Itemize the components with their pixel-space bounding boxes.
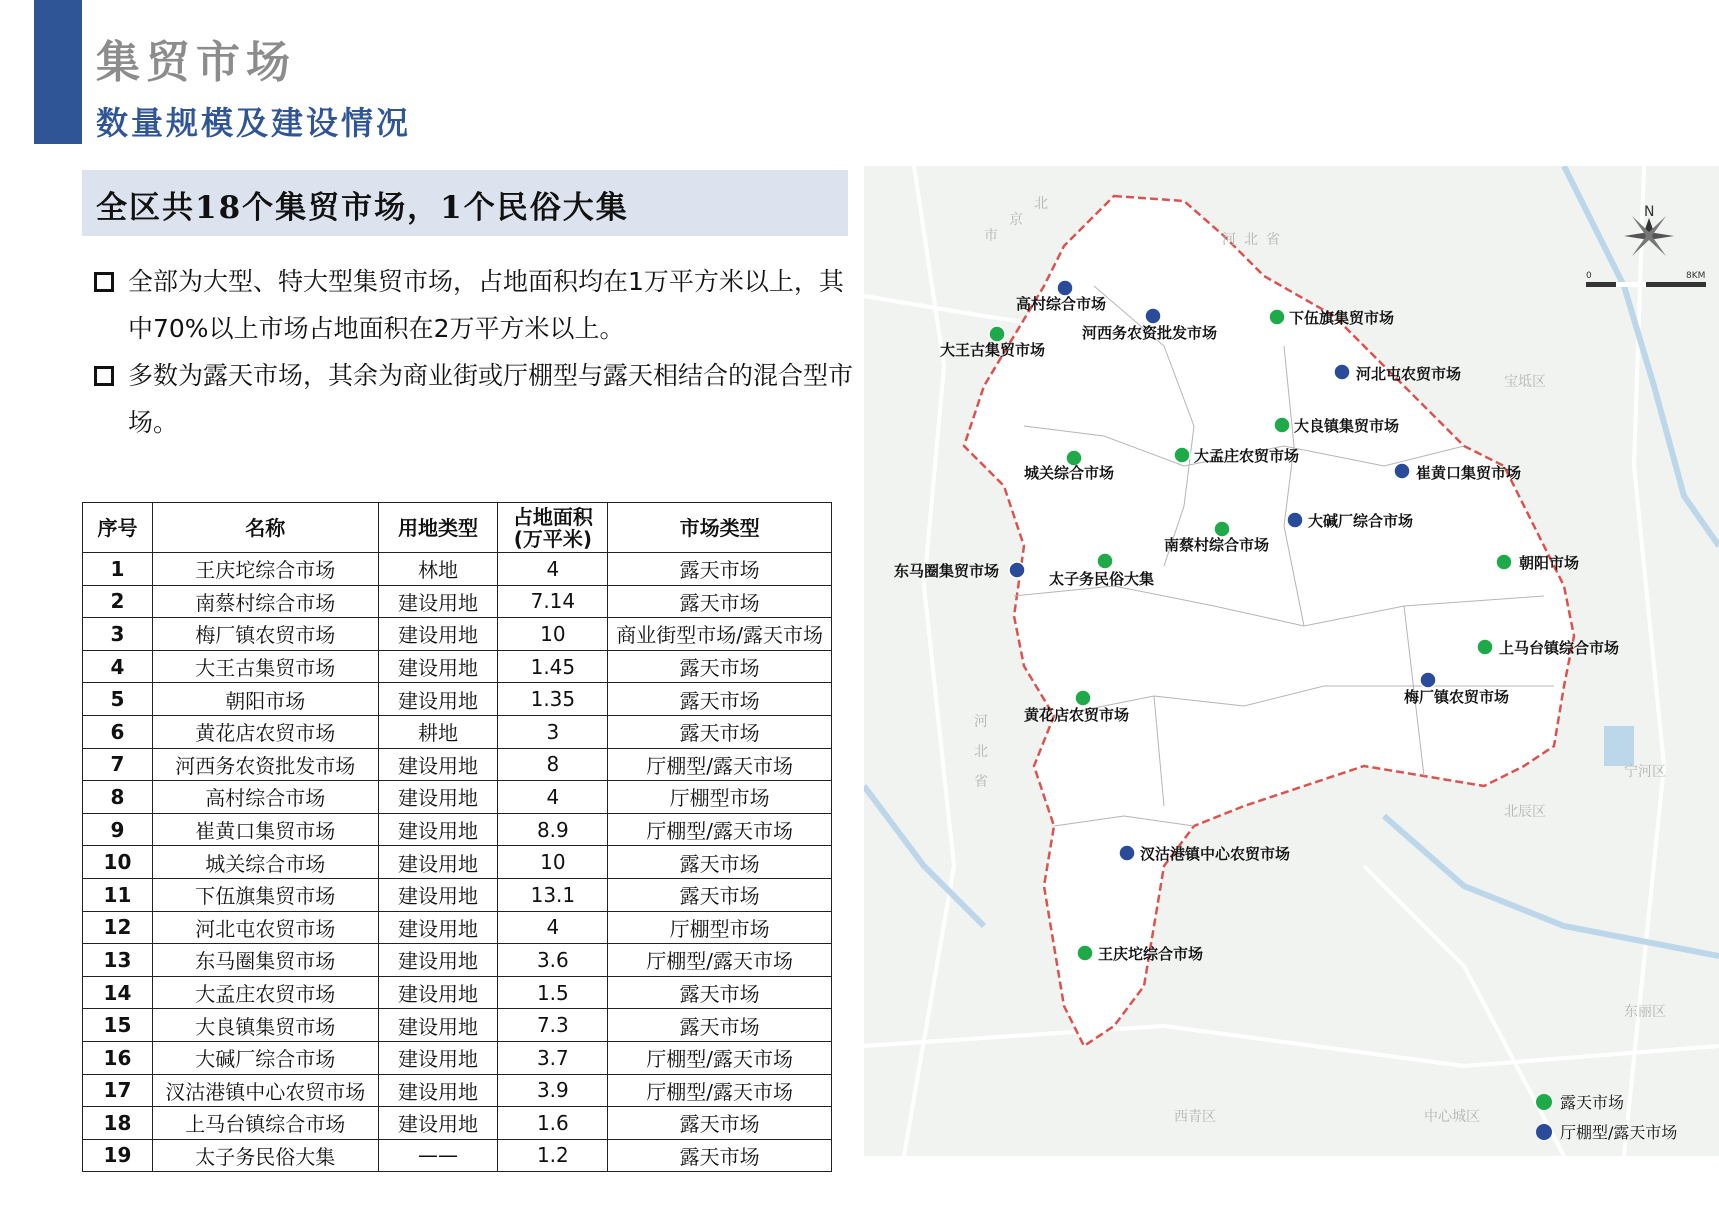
square-bullet-icon (94, 272, 114, 292)
table-row (83, 846, 832, 879)
cell-land-type: 建设用地 (378, 1074, 498, 1107)
region-label: 北 (1034, 196, 1048, 212)
cell-name: 城关综合市场 (152, 846, 378, 879)
cell-land-type: 建设用地 (378, 683, 498, 716)
cell-name: 大王古集贸市场 (152, 650, 378, 683)
market-label: 上马台镇综合市场 (1499, 639, 1620, 657)
cell-market-type: 露天市场 (608, 1139, 832, 1172)
region-label: 北 (974, 744, 988, 760)
header-index: 序号 (83, 503, 153, 553)
district-map (864, 166, 1719, 1156)
cell-market-type: 露天市场 (608, 846, 832, 879)
region-label: 省 (1266, 232, 1280, 248)
cell-index: 16 (83, 1041, 153, 1074)
cell-area: 4 (498, 781, 608, 814)
cell-index: 7 (83, 748, 153, 781)
cell-name: 王庆坨综合市场 (152, 553, 378, 586)
cell-market-type: 露天市场 (608, 585, 832, 618)
cell-index: 11 (83, 878, 153, 911)
cell-index: 12 (83, 911, 153, 944)
market-marker (1075, 690, 1091, 706)
cell-land-type: 建设用地 (378, 748, 498, 781)
cell-area: 3.6 (498, 944, 608, 977)
cell-index: 10 (83, 846, 153, 879)
cell-index: 4 (83, 650, 153, 683)
cell-index: 18 (83, 1107, 153, 1140)
cell-land-type: 建设用地 (378, 976, 498, 1009)
cell-area: 3.7 (498, 1041, 608, 1074)
cell-name: 朝阳市场 (152, 683, 378, 716)
cell-land-type: 建设用地 (378, 1041, 498, 1074)
cell-market-type: 露天市场 (608, 1107, 832, 1140)
cell-name: 梅厂镇农贸市场 (152, 618, 378, 651)
market-label: 王庆坨综合市场 (1098, 945, 1204, 963)
table-row (83, 1107, 832, 1140)
map-lake (1604, 726, 1634, 766)
market-marker (1477, 639, 1493, 655)
cell-area: 8 (498, 748, 608, 781)
cell-name: 大良镇集贸市场 (152, 1009, 378, 1042)
cell-market-type: 露天市场 (608, 878, 832, 911)
cell-market-type: 厅棚型市场 (608, 781, 832, 814)
cell-name: 黄花店农贸市场 (152, 715, 378, 748)
cell-index: 8 (83, 781, 153, 814)
market-label: 崔黄口集贸市场 (1416, 464, 1522, 482)
bullet-list (94, 258, 854, 446)
market-label: 大良镇集贸市场 (1294, 417, 1400, 435)
bullet-item (94, 352, 854, 446)
table-row (83, 618, 832, 651)
region-label: 宝坻区 (1504, 374, 1546, 390)
region-label: 东丽区 (1624, 1004, 1666, 1020)
market-label: 东马圈集贸市场 (894, 562, 1000, 580)
market-label: 大碱厂综合市场 (1308, 512, 1414, 530)
market-label: 黄花店农贸市场 (1024, 706, 1130, 724)
cell-market-type: 露天市场 (608, 715, 832, 748)
table-row (83, 781, 832, 814)
cell-index: 17 (83, 1074, 153, 1107)
cell-area: 1.6 (498, 1107, 608, 1140)
market-marker (1496, 554, 1512, 570)
cell-name: 上马台镇综合市场 (152, 1107, 378, 1140)
cell-area: 1.5 (498, 976, 608, 1009)
market-marker (1287, 512, 1303, 528)
cell-market-type: 厅棚型/露天市场 (608, 748, 832, 781)
cell-market-type: 露天市场 (608, 683, 832, 716)
market-label: 太子务民俗大集 (1049, 570, 1155, 588)
cell-land-type: 建设用地 (378, 911, 498, 944)
market-marker (1334, 364, 1350, 380)
table-row (83, 715, 832, 748)
cell-area: 13.1 (498, 878, 608, 911)
cell-area: 10 (498, 618, 608, 651)
compass-label: N (1644, 204, 1655, 220)
cell-name: 汊沽港镇中心农贸市场 (152, 1074, 378, 1107)
cell-area: 4 (498, 911, 608, 944)
cell-name: 高村综合市场 (152, 781, 378, 814)
accent-bar (34, 0, 82, 144)
market-label: 大孟庄农贸市场 (1194, 447, 1300, 465)
market-label: 河北屯农贸市场 (1356, 365, 1462, 383)
region-label: 宁河区 (1624, 764, 1666, 780)
cell-name: 河西务农资批发市场 (152, 748, 378, 781)
market-label: 大王古集贸市场 (940, 341, 1046, 359)
cell-market-type: 厅棚型/露天市场 (608, 1074, 832, 1107)
cell-land-type: 建设用地 (378, 781, 498, 814)
region-label: 京 (1009, 212, 1023, 228)
market-label: 下伍旗集贸市场 (1289, 309, 1395, 327)
page-subtitle: 数量规模及建设情况 (96, 104, 412, 142)
cell-index: 15 (83, 1009, 153, 1042)
cell-land-type: 建设用地 (378, 585, 498, 618)
market-label: 梅厂镇农贸市场 (1404, 688, 1510, 706)
cell-land-type: 建设用地 (378, 944, 498, 977)
market-label: 南蔡村综合市场 (1164, 536, 1270, 554)
market-marker (1274, 417, 1290, 433)
cell-name: 太子务民俗大集 (152, 1139, 378, 1172)
market-marker (1077, 945, 1093, 961)
page-title: 集贸市场 (96, 37, 296, 88)
legend-shed-dot (1536, 1124, 1552, 1140)
cell-area: 1.35 (498, 683, 608, 716)
market-label: 汊沽港镇中心农贸市场 (1140, 845, 1291, 863)
table-row (83, 878, 832, 911)
cell-area: 1.45 (498, 650, 608, 683)
square-bullet-icon (94, 366, 114, 386)
svg-text:0: 0 (1586, 271, 1592, 281)
market-marker (1097, 553, 1113, 569)
cell-market-type: 厅棚型/露天市场 (608, 1041, 832, 1074)
cell-area: 4 (498, 553, 608, 586)
cell-index: 19 (83, 1139, 153, 1172)
region-label: 河 (974, 714, 988, 730)
market-marker (1057, 280, 1073, 296)
cell-index: 5 (83, 683, 153, 716)
cell-land-type: 建设用地 (378, 650, 498, 683)
cell-market-type: 露天市场 (608, 976, 832, 1009)
header-market-type: 市场类型 (608, 503, 832, 553)
header-name: 名称 (152, 503, 378, 553)
cell-name: 南蔡村综合市场 (152, 585, 378, 618)
cell-land-type: 建设用地 (378, 618, 498, 651)
cell-area: 3 (498, 715, 608, 748)
market-table (82, 502, 832, 1172)
market-marker (1269, 309, 1285, 325)
table-row (83, 650, 832, 683)
map-svg (864, 166, 1719, 1156)
table-row (83, 1139, 832, 1172)
cell-area: 8.9 (498, 813, 608, 846)
table-row (83, 1074, 832, 1107)
table-row (83, 911, 832, 944)
market-marker (1145, 308, 1161, 324)
summary-headline: 全区共18个集贸市场，1个民俗大集 (96, 190, 629, 226)
market-marker (1394, 463, 1410, 479)
table-row (83, 813, 832, 846)
cell-land-type: 建设用地 (378, 878, 498, 911)
market-marker (1420, 672, 1436, 688)
cell-area: 3.9 (498, 1074, 608, 1107)
legend-label: 厅棚型/露天市场 (1560, 1123, 1678, 1142)
cell-area: 7.14 (498, 585, 608, 618)
table-row (83, 683, 832, 716)
svg-text:8KM: 8KM (1686, 271, 1706, 281)
cell-land-type: 建设用地 (378, 1107, 498, 1140)
cell-name: 大孟庄农贸市场 (152, 976, 378, 1009)
region-label: 北辰区 (1504, 804, 1546, 820)
cell-name: 河北屯农贸市场 (152, 911, 378, 944)
legend-label: 露天市场 (1560, 1093, 1625, 1112)
cell-market-type: 露天市场 (608, 650, 832, 683)
cell-market-type: 厅棚型/露天市场 (608, 944, 832, 977)
region-label: 市 (984, 228, 998, 244)
cell-name: 东马圈集贸市场 (152, 944, 378, 977)
region-label: 西青区 (1174, 1109, 1216, 1125)
table-row (83, 944, 832, 977)
legend-open-dot (1536, 1094, 1552, 1110)
cell-index: 2 (83, 585, 153, 618)
cell-market-type: 商业街型市场/露天市场 (608, 618, 832, 651)
cell-land-type: 耕地 (378, 715, 498, 748)
header-land-type: 用地类型 (378, 503, 498, 553)
cell-area: 7.3 (498, 1009, 608, 1042)
region-label: 北 (1244, 232, 1258, 248)
table-row (83, 585, 832, 618)
cell-land-type: 林地 (378, 553, 498, 586)
table-body (83, 553, 832, 1172)
cell-land-type: 建设用地 (378, 846, 498, 879)
summary-box (82, 170, 848, 236)
cell-land-type: 建设用地 (378, 1009, 498, 1042)
bullet-item (94, 258, 854, 352)
market-marker (989, 326, 1005, 342)
cell-index: 3 (83, 618, 153, 651)
cell-market-type: 厅棚型/露天市场 (608, 813, 832, 846)
market-label: 高村综合市场 (1016, 295, 1107, 313)
market-marker (1174, 447, 1190, 463)
region-label: 中心城区 (1424, 1109, 1480, 1125)
cell-area: 10 (498, 846, 608, 879)
cell-index: 13 (83, 944, 153, 977)
table-row (83, 553, 832, 586)
cell-market-type: 露天市场 (608, 553, 832, 586)
table-row (83, 976, 832, 1009)
market-marker (1009, 562, 1025, 578)
market-marker (1119, 845, 1135, 861)
cell-market-type: 露天市场 (608, 1009, 832, 1042)
cell-index: 9 (83, 813, 153, 846)
bullet-text: 多数为露天市场，其余为商业街或厅棚型与露天相结合的混合型市场。 (128, 361, 854, 437)
cell-land-type: —— (378, 1139, 498, 1172)
bullet-text: 全部为大型、特大型集贸市场，占地面积均在1万平方米以上，其中70%以上市场占地面积在2万平方米以上。 (128, 267, 844, 343)
cell-index: 14 (83, 976, 153, 1009)
region-label: 河 (1222, 232, 1236, 248)
table-row (83, 1009, 832, 1042)
region-label: 省 (974, 774, 988, 790)
market-label: 城关综合市场 (1024, 464, 1115, 482)
cell-name: 大碱厂综合市场 (152, 1041, 378, 1074)
cell-area: 1.2 (498, 1139, 608, 1172)
table-row (83, 1041, 832, 1074)
market-label: 朝阳市场 (1519, 554, 1580, 572)
cell-name: 崔黄口集贸市场 (152, 813, 378, 846)
cell-land-type: 建设用地 (378, 813, 498, 846)
table-row (83, 748, 832, 781)
cell-index: 1 (83, 553, 153, 586)
header-area: 占地面积 (万平米) (498, 503, 608, 553)
cell-name: 下伍旗集贸市场 (152, 878, 378, 911)
table-header-row (83, 503, 832, 553)
cell-index: 6 (83, 715, 153, 748)
cell-market-type: 厅棚型市场 (608, 911, 832, 944)
market-label: 河西务农资批发市场 (1082, 324, 1218, 342)
market-marker (1214, 521, 1230, 537)
